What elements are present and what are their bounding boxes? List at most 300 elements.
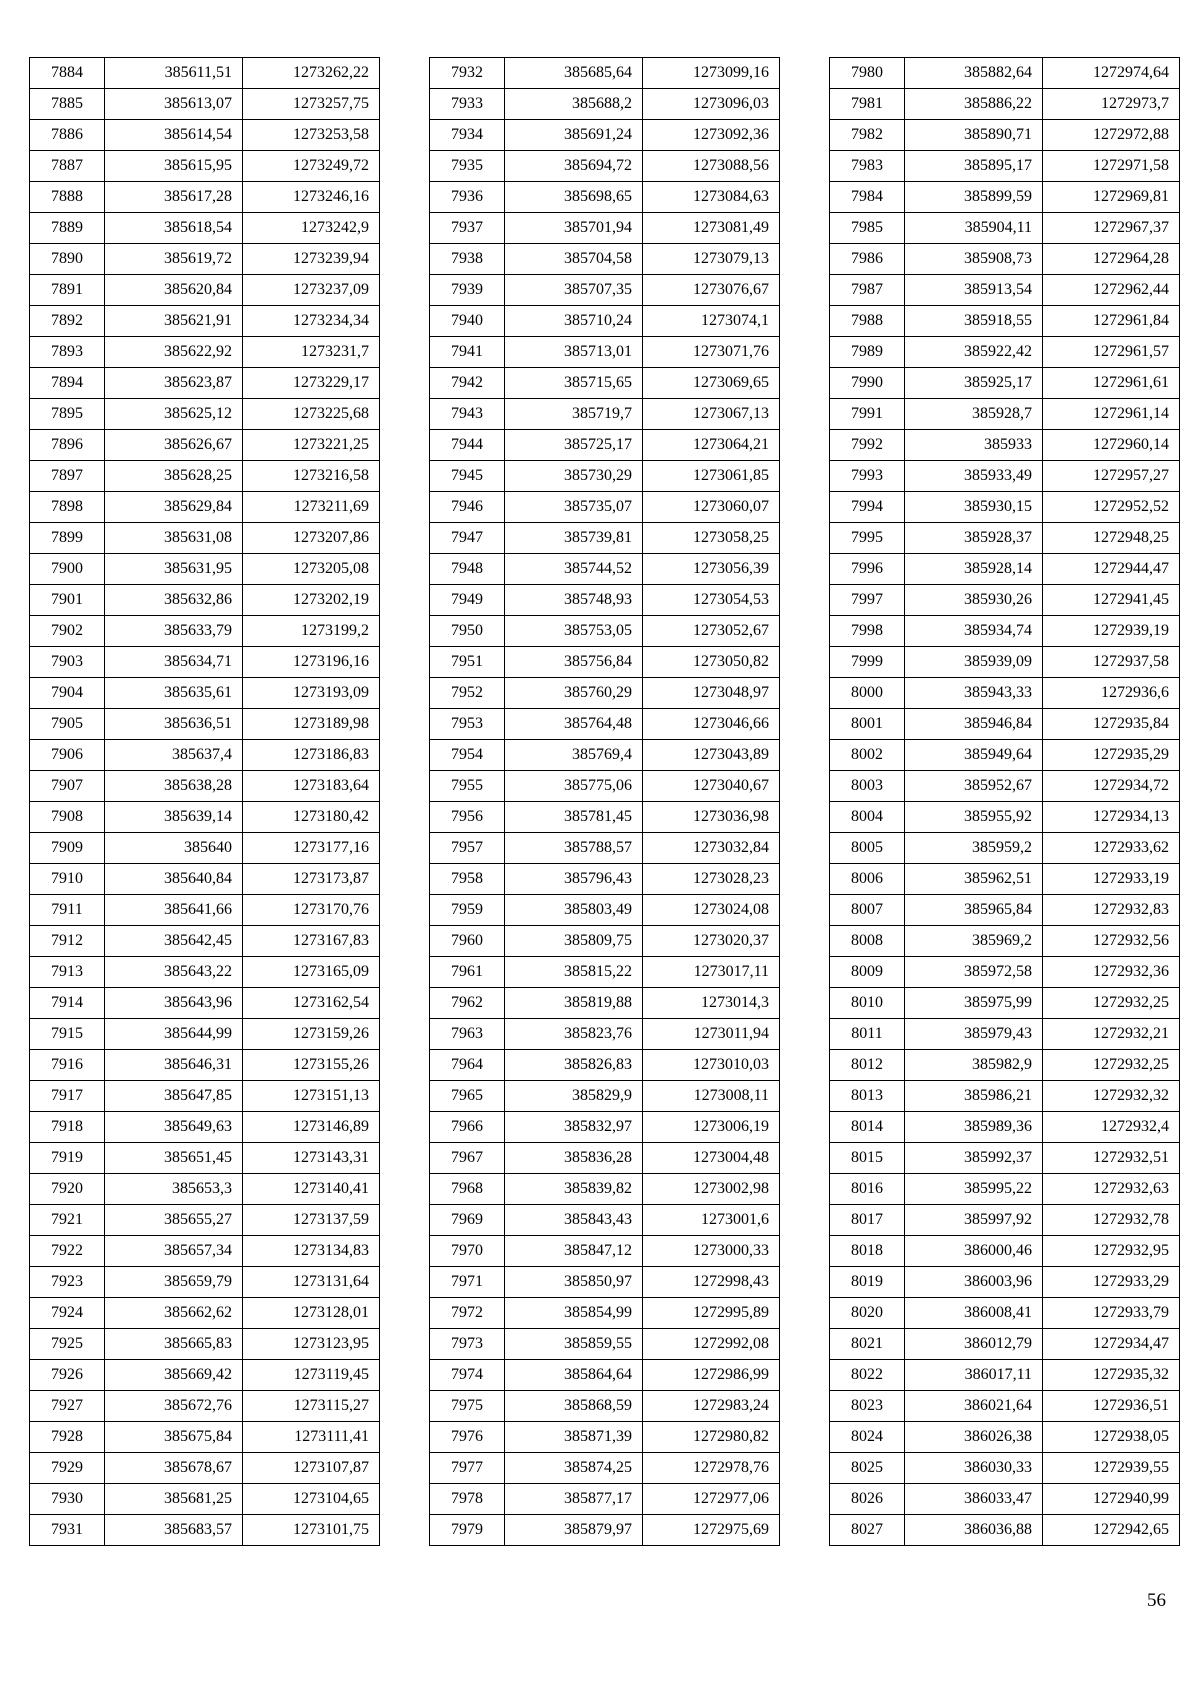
x-coordinate-cell: 385678,67 <box>105 1453 243 1484</box>
point-number-cell: 7893 <box>30 337 105 368</box>
x-coordinate-cell: 385617,28 <box>105 182 243 213</box>
x-coordinate-cell: 386003,96 <box>905 1267 1043 1298</box>
y-coordinate-cell: 1272942,65 <box>1043 1515 1180 1546</box>
point-number-cell: 7886 <box>30 120 105 151</box>
y-coordinate-cell: 1273231,7 <box>243 337 380 368</box>
coordinates-table-body <box>30 58 380 1546</box>
page-number: 56 <box>1147 1590 1166 1611</box>
x-coordinate-cell: 385764,48 <box>505 709 643 740</box>
y-coordinate-cell: 1272974,64 <box>1043 58 1180 89</box>
x-coordinate-cell: 385644,99 <box>105 1019 243 1050</box>
x-coordinate-cell: 385669,42 <box>105 1360 243 1391</box>
point-number-cell: 8010 <box>830 988 905 1019</box>
table-row <box>830 1453 1180 1484</box>
point-number-cell: 7936 <box>430 182 505 213</box>
y-coordinate-cell: 1273048,97 <box>643 678 780 709</box>
x-coordinate-cell: 385895,17 <box>905 151 1043 182</box>
x-coordinate-cell: 385836,28 <box>505 1143 643 1174</box>
point-number-cell: 7905 <box>30 709 105 740</box>
table-row <box>830 89 1180 120</box>
point-number-cell: 7910 <box>30 864 105 895</box>
y-coordinate-cell: 1273162,54 <box>243 988 380 1019</box>
table-row <box>830 616 1180 647</box>
table-row <box>430 1515 780 1546</box>
point-number-cell: 7984 <box>830 182 905 213</box>
x-coordinate-cell: 385760,29 <box>505 678 643 709</box>
table-row <box>430 430 780 461</box>
table-row <box>430 182 780 213</box>
x-coordinate-cell: 385638,28 <box>105 771 243 802</box>
table-row <box>30 616 380 647</box>
table-row <box>830 1298 1180 1329</box>
point-number-cell: 7973 <box>430 1329 505 1360</box>
point-number-cell: 7948 <box>430 554 505 585</box>
point-number-cell: 7957 <box>430 833 505 864</box>
table-row <box>30 926 380 957</box>
table-row <box>830 368 1180 399</box>
x-coordinate-cell: 385619,72 <box>105 244 243 275</box>
table-row <box>430 957 780 988</box>
x-coordinate-cell: 385618,54 <box>105 213 243 244</box>
point-number-cell: 7917 <box>30 1081 105 1112</box>
y-coordinate-cell: 1273155,26 <box>243 1050 380 1081</box>
y-coordinate-cell: 1272932,63 <box>1043 1174 1180 1205</box>
table-row <box>830 1174 1180 1205</box>
table-row <box>30 492 380 523</box>
x-coordinate-cell: 385965,84 <box>905 895 1043 926</box>
table-row <box>430 1484 780 1515</box>
point-number-cell: 7986 <box>830 244 905 275</box>
y-coordinate-cell: 1272983,24 <box>643 1391 780 1422</box>
table-row <box>30 585 380 616</box>
table-row <box>30 647 380 678</box>
y-coordinate-cell: 1273207,86 <box>243 523 380 554</box>
table-row <box>830 1360 1180 1391</box>
x-coordinate-cell: 385662,62 <box>105 1298 243 1329</box>
table-row <box>30 368 380 399</box>
x-coordinate-cell: 385634,71 <box>105 647 243 678</box>
y-coordinate-cell: 1272957,27 <box>1043 461 1180 492</box>
y-coordinate-cell: 1272967,37 <box>1043 213 1180 244</box>
x-coordinate-cell: 385665,83 <box>105 1329 243 1360</box>
point-number-cell: 7987 <box>830 275 905 306</box>
x-coordinate-cell: 385854,99 <box>505 1298 643 1329</box>
point-number-cell: 7955 <box>430 771 505 802</box>
y-coordinate-cell: 1273054,53 <box>643 585 780 616</box>
table-row <box>430 647 780 678</box>
x-coordinate-cell: 385691,24 <box>505 120 643 151</box>
x-coordinate-cell: 385621,91 <box>105 306 243 337</box>
x-coordinate-cell: 385946,84 <box>905 709 1043 740</box>
point-number-cell: 7891 <box>30 275 105 306</box>
point-number-cell: 7958 <box>430 864 505 895</box>
point-number-cell: 8001 <box>830 709 905 740</box>
point-number-cell: 7923 <box>30 1267 105 1298</box>
x-coordinate-cell: 385642,45 <box>105 926 243 957</box>
point-number-cell: 8008 <box>830 926 905 957</box>
y-coordinate-cell: 1272932,21 <box>1043 1019 1180 1050</box>
x-coordinate-cell: 385730,29 <box>505 461 643 492</box>
x-coordinate-cell: 385803,49 <box>505 895 643 926</box>
table-row <box>430 1174 780 1205</box>
point-number-cell: 8020 <box>830 1298 905 1329</box>
table-row <box>430 1081 780 1112</box>
y-coordinate-cell: 1273211,69 <box>243 492 380 523</box>
table-row <box>830 1484 1180 1515</box>
point-number-cell: 7899 <box>30 523 105 554</box>
point-number-cell: 7975 <box>430 1391 505 1422</box>
x-coordinate-cell: 386008,41 <box>905 1298 1043 1329</box>
point-number-cell: 7889 <box>30 213 105 244</box>
y-coordinate-cell: 1273165,09 <box>243 957 380 988</box>
table-row <box>430 709 780 740</box>
point-number-cell: 7888 <box>30 182 105 213</box>
y-coordinate-cell: 1273146,89 <box>243 1112 380 1143</box>
x-coordinate-cell: 385615,95 <box>105 151 243 182</box>
point-number-cell: 7982 <box>830 120 905 151</box>
point-number-cell: 7928 <box>30 1422 105 1453</box>
x-coordinate-cell: 385962,51 <box>905 864 1043 895</box>
x-coordinate-cell: 385933,49 <box>905 461 1043 492</box>
y-coordinate-cell: 1272995,89 <box>643 1298 780 1329</box>
x-coordinate-cell: 385868,59 <box>505 1391 643 1422</box>
point-number-cell: 8024 <box>830 1422 905 1453</box>
x-coordinate-cell: 385756,84 <box>505 647 643 678</box>
x-coordinate-cell: 385930,26 <box>905 585 1043 616</box>
x-coordinate-cell: 385613,07 <box>105 89 243 120</box>
y-coordinate-cell: 1273056,39 <box>643 554 780 585</box>
table-row <box>830 430 1180 461</box>
x-coordinate-cell: 385819,88 <box>505 988 643 1019</box>
table-row <box>430 1205 780 1236</box>
y-coordinate-cell: 1272935,84 <box>1043 709 1180 740</box>
x-coordinate-cell: 385694,72 <box>505 151 643 182</box>
x-coordinate-cell: 385698,65 <box>505 182 643 213</box>
y-coordinate-cell: 1272980,82 <box>643 1422 780 1453</box>
point-number-cell: 7946 <box>430 492 505 523</box>
x-coordinate-cell: 385995,22 <box>905 1174 1043 1205</box>
table-row <box>830 1081 1180 1112</box>
point-number-cell: 7985 <box>830 213 905 244</box>
x-coordinate-cell: 385874,25 <box>505 1453 643 1484</box>
x-coordinate-cell: 385952,67 <box>905 771 1043 802</box>
table-row <box>430 864 780 895</box>
table-row <box>830 1236 1180 1267</box>
y-coordinate-cell: 1273079,13 <box>643 244 780 275</box>
y-coordinate-cell: 1273060,07 <box>643 492 780 523</box>
point-number-cell: 7929 <box>30 1453 105 1484</box>
y-coordinate-cell: 1273159,26 <box>243 1019 380 1050</box>
y-coordinate-cell: 1272940,99 <box>1043 1484 1180 1515</box>
point-number-cell: 7983 <box>830 151 905 182</box>
x-coordinate-cell: 385922,42 <box>905 337 1043 368</box>
point-number-cell: 8016 <box>830 1174 905 1205</box>
x-coordinate-cell: 385651,45 <box>105 1143 243 1174</box>
y-coordinate-cell: 1273032,84 <box>643 833 780 864</box>
point-number-cell: 7954 <box>430 740 505 771</box>
table-row <box>30 1236 380 1267</box>
y-coordinate-cell: 1272941,45 <box>1043 585 1180 616</box>
table-row <box>830 895 1180 926</box>
point-number-cell: 7919 <box>30 1143 105 1174</box>
point-number-cell: 7934 <box>430 120 505 151</box>
point-number-cell: 7972 <box>430 1298 505 1329</box>
x-coordinate-cell: 385959,2 <box>905 833 1043 864</box>
point-number-cell: 8004 <box>830 802 905 833</box>
point-number-cell: 7897 <box>30 461 105 492</box>
table-row <box>430 151 780 182</box>
table-row <box>430 58 780 89</box>
y-coordinate-cell: 1272961,57 <box>1043 337 1180 368</box>
x-coordinate-cell: 385631,08 <box>105 523 243 554</box>
point-number-cell: 7916 <box>30 1050 105 1081</box>
y-coordinate-cell: 1273046,66 <box>643 709 780 740</box>
y-coordinate-cell: 1273193,09 <box>243 678 380 709</box>
y-coordinate-cell: 1273173,87 <box>243 864 380 895</box>
table-row <box>430 1391 780 1422</box>
y-coordinate-cell: 1272935,29 <box>1043 740 1180 771</box>
point-number-cell: 7927 <box>30 1391 105 1422</box>
table-row <box>430 895 780 926</box>
y-coordinate-cell: 1273177,16 <box>243 833 380 864</box>
point-number-cell: 7907 <box>30 771 105 802</box>
point-number-cell: 7980 <box>830 58 905 89</box>
point-number-cell: 7968 <box>430 1174 505 1205</box>
table-row <box>30 957 380 988</box>
y-coordinate-cell: 1273069,65 <box>643 368 780 399</box>
table-row <box>830 709 1180 740</box>
table-row <box>430 740 780 771</box>
y-coordinate-cell: 1273014,3 <box>643 988 780 1019</box>
y-coordinate-cell: 1272992,08 <box>643 1329 780 1360</box>
x-coordinate-cell: 385913,54 <box>905 275 1043 306</box>
point-number-cell: 7918 <box>30 1112 105 1143</box>
x-coordinate-cell: 385843,43 <box>505 1205 643 1236</box>
y-coordinate-cell: 1273189,98 <box>243 709 380 740</box>
x-coordinate-cell: 385681,25 <box>105 1484 243 1515</box>
x-coordinate-cell: 385972,58 <box>905 957 1043 988</box>
y-coordinate-cell: 1272939,19 <box>1043 616 1180 647</box>
x-coordinate-cell: 385635,61 <box>105 678 243 709</box>
table-row <box>30 1453 380 1484</box>
y-coordinate-cell: 1272934,13 <box>1043 802 1180 833</box>
x-coordinate-cell: 385989,36 <box>905 1112 1043 1143</box>
y-coordinate-cell: 1273004,48 <box>643 1143 780 1174</box>
x-coordinate-cell: 385928,14 <box>905 554 1043 585</box>
point-number-cell: 7915 <box>30 1019 105 1050</box>
x-coordinate-cell: 385769,4 <box>505 740 643 771</box>
table-row <box>830 461 1180 492</box>
table-row <box>830 1391 1180 1422</box>
x-coordinate-cell: 385879,97 <box>505 1515 643 1546</box>
table-row <box>430 802 780 833</box>
y-coordinate-cell: 1273092,36 <box>643 120 780 151</box>
point-number-cell: 7904 <box>30 678 105 709</box>
y-coordinate-cell: 1273234,34 <box>243 306 380 337</box>
y-coordinate-cell: 1273099,16 <box>643 58 780 89</box>
x-coordinate-cell: 385653,3 <box>105 1174 243 1205</box>
y-coordinate-cell: 1273064,21 <box>643 430 780 461</box>
x-coordinate-cell: 385975,99 <box>905 988 1043 1019</box>
table-row <box>30 430 380 461</box>
table-row <box>830 1019 1180 1050</box>
table-row <box>30 182 380 213</box>
x-coordinate-cell: 385982,9 <box>905 1050 1043 1081</box>
y-coordinate-cell: 1273186,83 <box>243 740 380 771</box>
y-coordinate-cell: 1273006,19 <box>643 1112 780 1143</box>
point-number-cell: 7976 <box>430 1422 505 1453</box>
table-row <box>830 957 1180 988</box>
x-coordinate-cell: 385899,59 <box>905 182 1043 213</box>
y-coordinate-cell: 1273237,09 <box>243 275 380 306</box>
y-coordinate-cell: 1273134,83 <box>243 1236 380 1267</box>
x-coordinate-cell: 385877,17 <box>505 1484 643 1515</box>
y-coordinate-cell: 1272932,36 <box>1043 957 1180 988</box>
x-coordinate-cell: 385788,57 <box>505 833 643 864</box>
point-number-cell: 7990 <box>830 368 905 399</box>
point-number-cell: 7902 <box>30 616 105 647</box>
y-coordinate-cell: 1273196,16 <box>243 647 380 678</box>
table-row <box>830 1515 1180 1546</box>
point-number-cell: 8026 <box>830 1484 905 1515</box>
table-row <box>430 337 780 368</box>
table-row <box>430 1267 780 1298</box>
x-coordinate-cell: 385675,84 <box>105 1422 243 1453</box>
table-row <box>30 89 380 120</box>
x-coordinate-cell: 385882,64 <box>905 58 1043 89</box>
table-row <box>30 1019 380 1050</box>
y-coordinate-cell: 1272932,56 <box>1043 926 1180 957</box>
y-coordinate-cell: 1273104,65 <box>243 1484 380 1515</box>
table-row <box>830 554 1180 585</box>
point-number-cell: 7900 <box>30 554 105 585</box>
table-row <box>830 182 1180 213</box>
table-row <box>830 1267 1180 1298</box>
point-number-cell: 7922 <box>30 1236 105 1267</box>
point-number-cell: 7938 <box>430 244 505 275</box>
table-row <box>830 585 1180 616</box>
point-number-cell: 7926 <box>30 1360 105 1391</box>
table-row <box>830 213 1180 244</box>
x-coordinate-cell: 385713,01 <box>505 337 643 368</box>
table-row <box>430 1453 780 1484</box>
table-row <box>430 1422 780 1453</box>
table-row <box>830 1112 1180 1143</box>
x-coordinate-cell: 385930,15 <box>905 492 1043 523</box>
x-coordinate-cell: 385641,66 <box>105 895 243 926</box>
point-number-cell: 7974 <box>430 1360 505 1391</box>
y-coordinate-cell: 1273180,42 <box>243 802 380 833</box>
x-coordinate-cell: 386036,88 <box>905 1515 1043 1546</box>
x-coordinate-cell: 385655,27 <box>105 1205 243 1236</box>
y-coordinate-cell: 1272932,4 <box>1043 1112 1180 1143</box>
table-row <box>430 1143 780 1174</box>
y-coordinate-cell: 1273183,64 <box>243 771 380 802</box>
point-number-cell: 7966 <box>430 1112 505 1143</box>
point-number-cell: 7998 <box>830 616 905 647</box>
coordinates-table-1 <box>29 57 380 1546</box>
point-number-cell: 7979 <box>430 1515 505 1546</box>
y-coordinate-cell: 1273011,94 <box>643 1019 780 1050</box>
point-number-cell: 7971 <box>430 1267 505 1298</box>
table-row <box>30 740 380 771</box>
y-coordinate-cell: 1273028,23 <box>643 864 780 895</box>
y-coordinate-cell: 1273084,63 <box>643 182 780 213</box>
point-number-cell: 8003 <box>830 771 905 802</box>
table-row <box>830 864 1180 895</box>
y-coordinate-cell: 1273123,95 <box>243 1329 380 1360</box>
x-coordinate-cell: 385781,45 <box>505 802 643 833</box>
table-row <box>30 337 380 368</box>
y-coordinate-cell: 1272933,79 <box>1043 1298 1180 1329</box>
point-number-cell: 7947 <box>430 523 505 554</box>
point-number-cell: 7939 <box>430 275 505 306</box>
x-coordinate-cell: 385631,95 <box>105 554 243 585</box>
table-row <box>30 1081 380 1112</box>
x-coordinate-cell: 385657,34 <box>105 1236 243 1267</box>
table-row <box>30 151 380 182</box>
x-coordinate-cell: 385640,84 <box>105 864 243 895</box>
table-row <box>30 771 380 802</box>
table-row <box>830 1050 1180 1081</box>
table-row <box>430 120 780 151</box>
point-number-cell: 7994 <box>830 492 905 523</box>
x-coordinate-cell: 385672,76 <box>105 1391 243 1422</box>
point-number-cell: 8011 <box>830 1019 905 1050</box>
table-row <box>430 771 780 802</box>
x-coordinate-cell: 385735,07 <box>505 492 643 523</box>
point-number-cell: 7892 <box>30 306 105 337</box>
y-coordinate-cell: 1273253,58 <box>243 120 380 151</box>
y-coordinate-cell: 1272969,81 <box>1043 182 1180 213</box>
y-coordinate-cell: 1273008,11 <box>643 1081 780 1112</box>
table-row <box>830 771 1180 802</box>
x-coordinate-cell: 385949,64 <box>905 740 1043 771</box>
y-coordinate-cell: 1273074,1 <box>643 306 780 337</box>
y-coordinate-cell: 1273081,49 <box>643 213 780 244</box>
table-row <box>430 616 780 647</box>
table-row <box>830 1205 1180 1236</box>
table-row <box>430 275 780 306</box>
table-row <box>430 306 780 337</box>
x-coordinate-cell: 385928,7 <box>905 399 1043 430</box>
point-number-cell: 8025 <box>830 1453 905 1484</box>
table-row <box>430 1112 780 1143</box>
x-coordinate-cell: 385636,51 <box>105 709 243 740</box>
point-number-cell: 8027 <box>830 1515 905 1546</box>
table-row <box>30 802 380 833</box>
y-coordinate-cell: 1273024,08 <box>643 895 780 926</box>
table-row <box>30 1515 380 1546</box>
y-coordinate-cell: 1273167,83 <box>243 926 380 957</box>
y-coordinate-cell: 1273131,64 <box>243 1267 380 1298</box>
x-coordinate-cell: 385753,05 <box>505 616 643 647</box>
point-number-cell: 7898 <box>30 492 105 523</box>
point-number-cell: 7991 <box>830 399 905 430</box>
table-row <box>430 1236 780 1267</box>
table-row <box>830 1422 1180 1453</box>
point-number-cell: 8022 <box>830 1360 905 1391</box>
point-number-cell: 7993 <box>830 461 905 492</box>
y-coordinate-cell: 1273202,19 <box>243 585 380 616</box>
table-row <box>30 1360 380 1391</box>
x-coordinate-cell: 385611,51 <box>105 58 243 89</box>
coordinates-table-body <box>430 58 780 1546</box>
table-row <box>30 1329 380 1360</box>
point-number-cell: 7996 <box>830 554 905 585</box>
x-coordinate-cell: 385629,84 <box>105 492 243 523</box>
point-number-cell: 7914 <box>30 988 105 1019</box>
